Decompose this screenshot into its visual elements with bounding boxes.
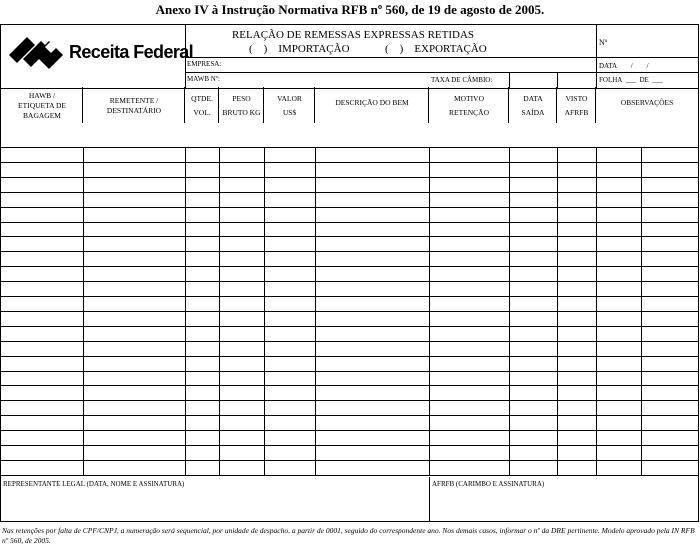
column-header-qtde: QTDE. VOL.: [191, 94, 213, 117]
data-label: DATA / /: [599, 62, 649, 70]
column-header-observacoes: OBSERVAÇÕES: [620, 98, 674, 107]
exportacao-option[interactable]: ( ) EXPORTAÇÃO: [385, 43, 487, 55]
receita-federal-emblem-icon: [5, 35, 67, 69]
column-header-descricao: DESCRIÇÃO DO BEM: [335, 98, 409, 107]
logo-text: Receita Federal: [69, 42, 194, 62]
column-header-remetente: REMETENTE / DESTINATÁRIO: [106, 96, 162, 115]
importacao-option[interactable]: ( ) IMPORTAÇÃO: [249, 43, 350, 55]
folha-label: FOLHA ___ DE ___: [599, 76, 663, 84]
representante-signature-label: REPRESENTANTE LEGAL (DATA, NOME E ASSINATURA): [3, 480, 185, 488]
column-header-motivo: MOTIVO RETENÇÃO: [449, 94, 489, 117]
footnote: Nas retenções por falta de CPF/CNPJ, a numeração será sequencial, por unidade de despacho, a partir de 0001, seguido do correspondente ano. Nos demais casos, informar o nº da DRE pertinente. Modelo aprovado pela IN RFB nº 560, de 2005.: [2, 526, 695, 545]
column-header-peso: PESO BRUTO KG: [222, 94, 261, 117]
form-title: RELAÇÃO DE REMESSAS EXPRESSAS RETIDAS: [231, 29, 475, 41]
column-header-valor: VALOR US$: [277, 94, 302, 117]
afrfb-signature-label: AFRFB (CARIMBO E ASSINATURA): [432, 480, 545, 488]
empresa-label: EMPRESA:: [187, 60, 222, 68]
numero-label: Nº: [599, 38, 608, 47]
taxa-cambio-label: TAXA DE CÂMBIO:: [431, 76, 493, 84]
document-title: Anexo IV à Instrução Normativa RFB nº 560, de 19 de agosto de 2005.: [155, 2, 545, 17]
mawb-label: MAWB Nº:: [187, 75, 220, 83]
column-header-data-saida: DATA SAÍDA: [521, 94, 545, 117]
column-header-visto: VISTO AFRFB: [564, 94, 589, 117]
logo: [5, 34, 194, 70]
header-dividers: [0, 87, 699, 123]
entries-table[interactable]: [1, 147, 698, 502]
column-header-hawb: HAWB / ETIQUETA DE BAGAGEM: [18, 91, 66, 120]
